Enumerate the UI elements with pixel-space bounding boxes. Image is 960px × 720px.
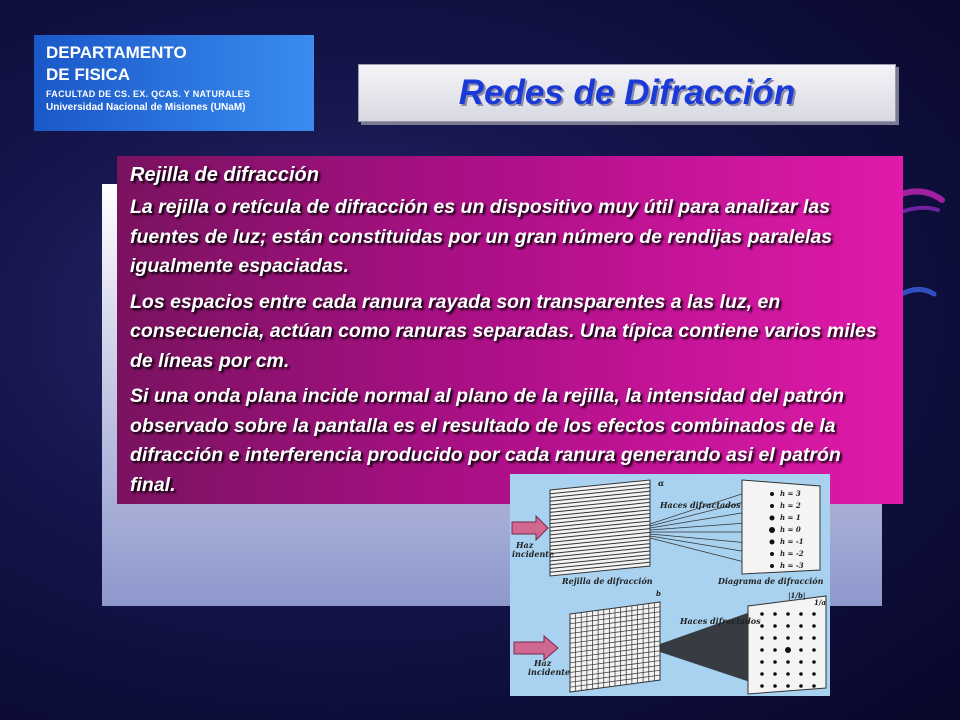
order-label-m1: h = -1	[780, 537, 804, 546]
top-beams-label: Haces difractados	[660, 500, 741, 510]
scale-label-2: 1/a	[814, 598, 826, 607]
top-incident-label-2: incidente	[512, 549, 555, 559]
order-label-m3: h = -3	[780, 561, 804, 570]
paragraph-3: Si una onda plana incide normal al plano de la rejilla, la intensidad del patrón observado sobre la pantalla es el resultado de los efectos combinados de la difracción e interferencia producido por cada ranura generando asi el patrón final.	[130, 385, 845, 496]
diffraction-diagram	[510, 474, 830, 696]
department-line1: DEPARTAMENTO	[46, 43, 187, 62]
order-label-1: h = 1	[780, 513, 801, 522]
top-incident-label-1: Haz	[516, 540, 534, 550]
diffraction-figure	[510, 474, 830, 696]
bottom-grating-diagram	[514, 589, 826, 694]
slide-title: Redes de Difracción	[458, 73, 796, 112]
top-grating-label: Rejilla de difracción	[562, 576, 653, 586]
paragraph-1: La rejilla o retícula de difracción es un dispositivo muy útil para analizar las fuentes de luz; están constituidas por un gran número de rendijas paralelas igualmente espaciadas.	[130, 196, 833, 277]
content-heading: Rejilla de difracción	[130, 164, 319, 186]
faculty-name: FACULTAD DE CS. EX. QCAS. Y NATURALES	[46, 89, 251, 99]
b-label: b	[656, 589, 661, 598]
department-line2: DE FISICA	[46, 65, 131, 84]
bottom-incident-label-2: incidente	[528, 667, 571, 677]
scale-label: |1/b|	[788, 591, 806, 600]
top-incident-arrow-icon	[512, 516, 548, 540]
slide-title-box	[358, 64, 896, 122]
alpha-label: α	[658, 478, 665, 488]
university-name: Universidad Nacional de Misiones (UNaM)	[46, 102, 246, 113]
top-grating-diagram	[512, 478, 824, 586]
order-label-3: h = 3	[780, 489, 801, 498]
order-label-2: h = 2	[780, 501, 801, 510]
bottom-screen	[748, 596, 826, 694]
top-grating-plate	[550, 480, 650, 576]
bottom-incident-arrow-icon	[514, 636, 558, 660]
bottom-beams-label: Haces difractados	[680, 616, 761, 626]
content-panel	[117, 156, 903, 504]
order-label-0: h = 0	[780, 525, 801, 534]
order-labels	[780, 489, 804, 570]
top-pattern-label: Diagrama de difracción	[718, 576, 824, 586]
department-logo	[34, 35, 314, 131]
order-label-m2: h = -2	[780, 549, 804, 558]
bottom-incident-label-1: Haz	[534, 658, 552, 668]
paragraph-2: Los espacios entre cada ranura rayada son transparentes a las luz, en consecuencia, actúan como ranuras separadas. Una típica contiene varios miles de líneas por cm.	[130, 290, 877, 372]
